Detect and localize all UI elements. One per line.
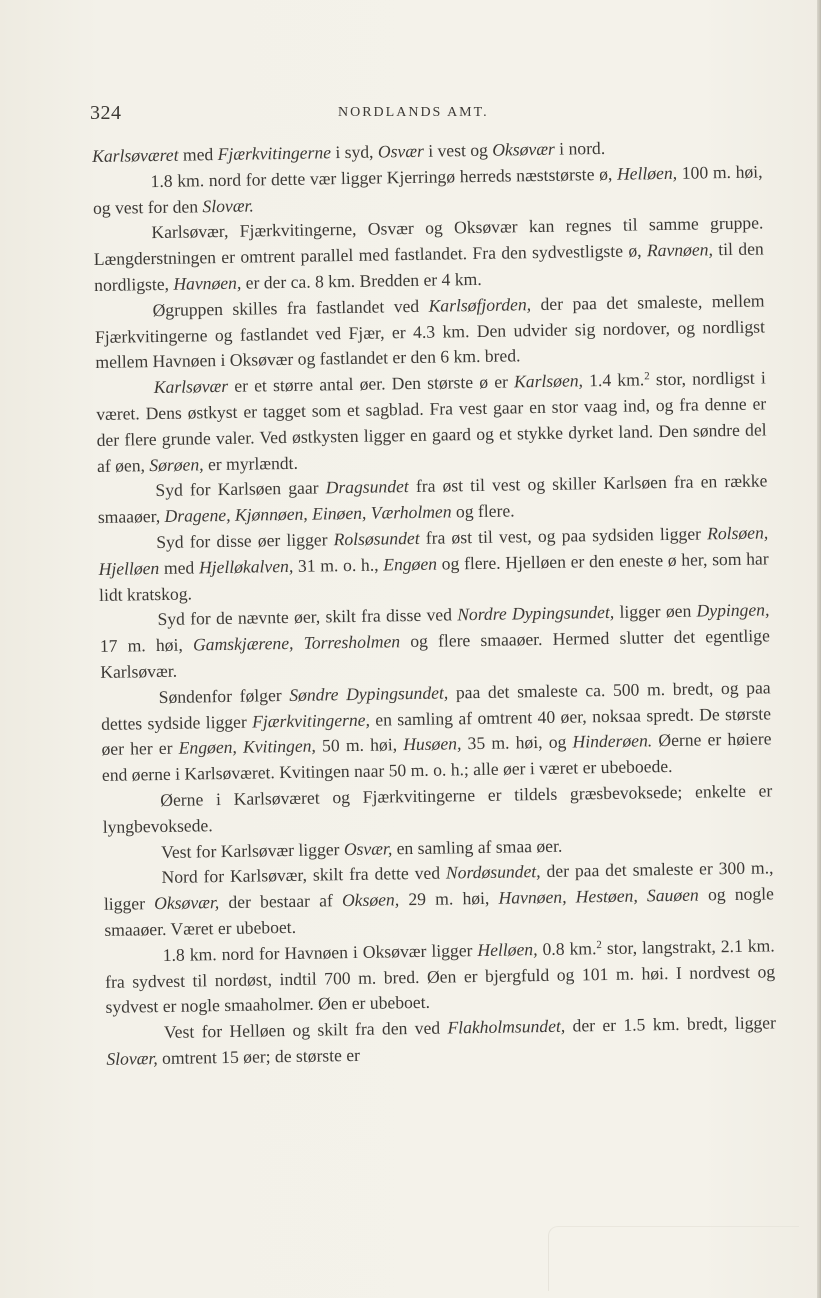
text-segment: og flere smaaøer. Hermed slutter det egentlige Karlsøvær.	[100, 625, 770, 682]
italic-place-name: Helløen,	[477, 938, 538, 960]
text-segment: til den nordligste,	[94, 238, 764, 295]
text-segment: Syd for Karlsøen gaar	[155, 477, 326, 501]
text-segment: fra øst til vest, og paa sydsiden ligger	[419, 523, 708, 548]
text-segment: 29 m. høi,	[399, 887, 499, 910]
paragraph	[98, 520, 769, 608]
italic-place-name: Slovær.	[202, 195, 254, 216]
paragraph	[93, 211, 764, 299]
text-segment: der paa det smaleste, mellem Fjærkvitingerne og fastlandet ved Fjær, er 4.3 km. Den udvider sig nordover, og nordligst mellem Havnøen i Oksøvær og fastlandet er den 6 km. bred.	[94, 290, 766, 373]
text-segment: en samling af omtrent 40 øer, noksaa spredt. De største øer her er	[101, 702, 772, 760]
superscript: 2	[596, 938, 602, 951]
paragraph	[105, 933, 776, 1021]
text-segment: 17 m. høi,	[99, 634, 194, 657]
running-head: NORDLANDS AMT.	[338, 105, 489, 120]
italic-place-name: Hjelløkalven,	[198, 555, 294, 578]
italic-place-name: Engøen	[383, 553, 438, 575]
text-segment: 1.8 km. nord for Havnøen i Oksøvær ligger	[162, 939, 478, 965]
text-segment: Vest for Helløen og skilt fra den ved	[163, 1017, 448, 1043]
text-segment: og flere.	[451, 500, 515, 522]
text-segment: paa det smaleste ca. 500 m. bredt, og paa dettes sydside ligger	[100, 677, 771, 734]
text-segment: fra øst til vest og skiller Karlsøen fra en række smaaøer,	[97, 470, 768, 528]
italic-place-name: Oksøvær	[492, 138, 555, 160]
text-segment: Øerne er høiere end øerne i Karlsøværet. Kvitingen naar 50 m. o. h.; alle øer i været er ubeboede.	[101, 728, 772, 786]
italic-place-name: Søndre Dypingsundet,	[289, 682, 449, 705]
italic-place-name: Havnøen,	[173, 272, 242, 294]
italic-place-name: Nordøsundet,	[445, 861, 541, 883]
italic-place-name: Engøen, Kvitingen,	[178, 735, 317, 759]
text-segment: er myrlændt.	[203, 452, 299, 474]
text-segment: 1.4 km.	[582, 369, 645, 391]
italic-place-name: Karlsøen,	[513, 370, 584, 392]
paragraph	[99, 598, 770, 686]
text-segment: og nogle smaaøer. Været er ubeboet.	[104, 883, 775, 940]
italic-place-name: Karlsøværet	[92, 144, 179, 166]
italic-place-name: Ravnøen,	[646, 239, 714, 261]
text-segment: i nord.	[554, 137, 606, 159]
paragraph	[106, 1010, 777, 1072]
text-segment: ligger øen	[614, 600, 697, 623]
paragraph	[101, 675, 773, 789]
body-text	[92, 133, 777, 1072]
text-segment: og flere. Hjelløen er den eneste ø her, som har lidt kratskog.	[98, 548, 769, 605]
text-segment: i syd,	[330, 141, 379, 163]
bleed-through-mark	[548, 1226, 799, 1291]
paragraph	[96, 366, 768, 480]
paragraph	[103, 856, 774, 944]
text-segment: Syd for disse øer ligger	[156, 529, 334, 552]
text-segment: er et større antal øer. Den største ø er	[227, 371, 515, 397]
text-segment: der er 1.5 km. bredt, ligger	[565, 1012, 777, 1036]
italic-place-name: Osvær,	[343, 837, 393, 859]
italic-place-name: Osvær	[377, 140, 425, 162]
italic-place-name: Dragsundet	[325, 476, 409, 498]
text-segment: med	[178, 144, 218, 165]
text-segment: med	[159, 557, 200, 578]
italic-place-name: Flakholmsundet,	[447, 1015, 566, 1038]
italic-place-name: Fjærkvitingerne	[217, 142, 332, 165]
page-number: 324	[90, 102, 122, 124]
text-segment: i vest og	[423, 139, 493, 161]
paragraph	[94, 288, 765, 376]
text-segment: der paa det smaleste er 300 m., ligger	[103, 857, 774, 915]
italic-place-name: Havnøen, Hestøen, Sauøen	[498, 884, 699, 908]
page-edge	[817, 0, 821, 1298]
italic-place-name: Dragene, Kjønnøen, Einøen, Værholmen	[164, 501, 452, 527]
italic-place-name: Sørøen,	[149, 453, 204, 475]
text-segment: 1.8 km. nord for dette vær ligger Kjerringø herreds næststørste ø,	[150, 163, 618, 191]
italic-place-name: Rolsøsundet	[333, 527, 420, 550]
text-segment: der bestaar af	[219, 890, 343, 913]
text-segment: Øgruppen skilles fra fastlandet ved	[152, 295, 429, 320]
italic-place-name: Gamskjærene, Torresholmen	[192, 631, 401, 655]
italic-place-name: Oksøvær,	[154, 892, 220, 914]
text-segment: stor, langstrakt, 2.1 km. fra sydvest til nordøst, indtil 700 m. bred. Øen er bjergfuld og 101 m. høi. I nordvest og sydvest er nogle smaaholmer. Øen er ubeboet.	[104, 935, 776, 1018]
text-segment: Syd for de nævnte øer, skilt fra disse ved	[157, 604, 458, 630]
italic-place-name: Oksøen,	[341, 889, 400, 911]
text-segment: stor, nordligst i været. Dens østkyst er tagget som et sagblad. Fra vest gaar en stor vaag ind, og fra denne er der flere grunde valer. Ved østkysten ligger en gaard og et stykke dyrket land. Den søndre del af øen,	[96, 367, 767, 476]
italic-place-name: Dypingen,	[696, 599, 770, 621]
text-segment: Nord for Karlsøvær, skilt fra dette ved	[161, 862, 447, 888]
italic-place-name: Husøen,	[403, 733, 462, 755]
italic-place-name: Fjærkvitingerne,	[251, 709, 371, 732]
text-segment: Søndenfor følger	[158, 684, 290, 707]
text-segment: omtrent 15 øer; de største er	[157, 1044, 361, 1068]
italic-place-name: Karlsøvær	[153, 376, 229, 398]
text-segment: Vest for Karlsøvær ligger	[160, 838, 345, 862]
italic-place-name: Nordre Dypingsundet,	[457, 602, 615, 625]
italic-place-name: Slovær,	[106, 1047, 158, 1069]
superscript: 2	[644, 370, 650, 383]
italic-place-name: Rolsøen, Hjelløen	[98, 522, 769, 579]
text-segment: er der ca. 8 km. Bredden er 4 km.	[241, 268, 482, 293]
text-segment: 35 m. høi, og	[461, 731, 573, 754]
text-segment: 100 m. høi, og vest for den	[92, 161, 763, 218]
text-segment: 50 m. høi,	[315, 734, 404, 756]
italic-place-name: Hinderøen.	[572, 730, 653, 752]
text-segment: 31 m. o. h.,	[293, 554, 384, 576]
italic-place-name: Karlsøfjorden,	[428, 293, 532, 316]
text-segment: Øerne i Karlsøværet og Fjærkvitingerne er tildels græsbevoksede; enkelte er lyngbevoksede.	[102, 780, 773, 837]
text-segment: 0.8 km.	[537, 937, 597, 959]
text-segment: en samling af smaa øer.	[392, 835, 563, 858]
italic-place-name: Helløen,	[616, 162, 678, 184]
text-segment: Karlsøvær, Fjærkvitingerne, Osvær og Oksøvær kan regnes til samme gruppe. Længderstningen er omtrent parallel med fastlandet. Fra den sydvestligste ø,	[93, 212, 764, 270]
page-header	[90, 102, 760, 124]
